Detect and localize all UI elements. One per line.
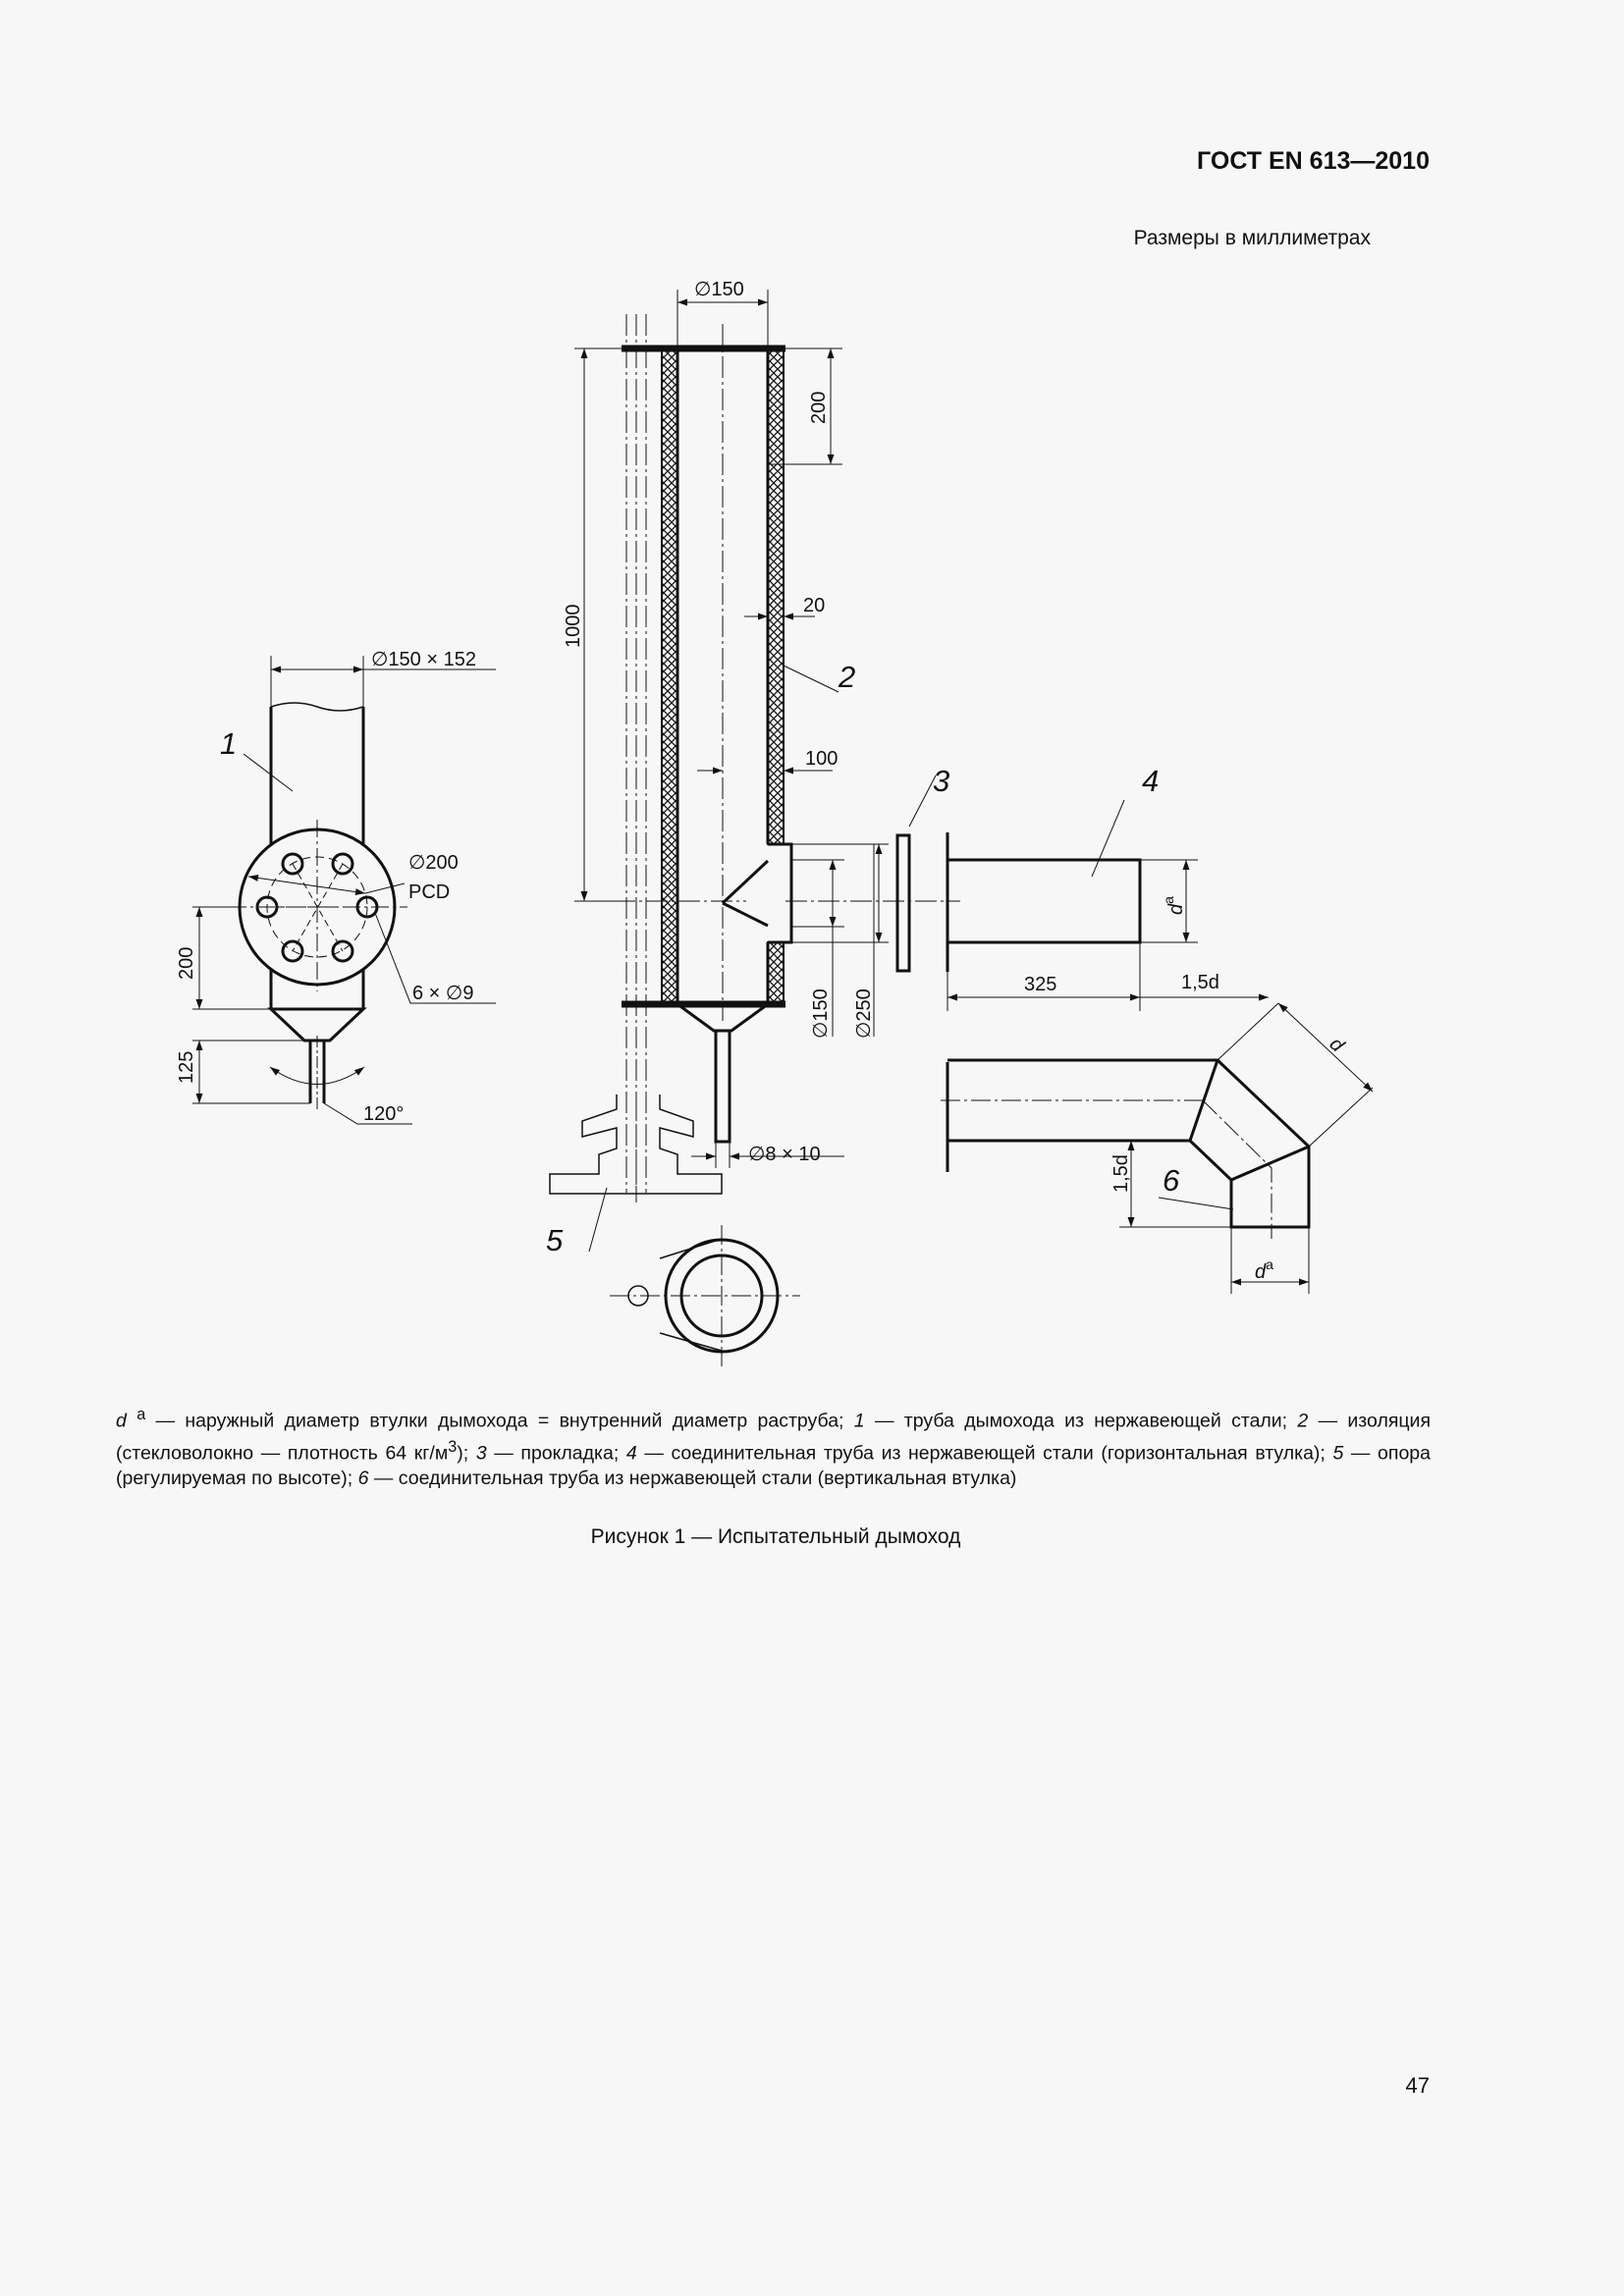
legend-fragment: d (116, 1410, 127, 1432)
legend-fragment: 5 (1332, 1442, 1344, 1464)
figure-legend (116, 1402, 1431, 1491)
dim-d-diagonal: d (1325, 1033, 1348, 1057)
dim-angle: 120° (363, 1103, 405, 1125)
dim-bottom-d250: ∅250 (853, 988, 875, 1039)
dim-d150x152: ∅150 × 152 (371, 649, 476, 670)
callout-1: 1 (220, 726, 238, 761)
page-number: 47 (1405, 2073, 1430, 2098)
units-note: Размеры в миллиметрах (1133, 227, 1371, 249)
standard-designation: ГОСТ EN 613—2010 (1197, 147, 1430, 175)
legend-fragment: 3 (448, 1437, 458, 1456)
vertical-chimney (550, 290, 960, 1369)
dim-rod: ∅8 × 10 (748, 1144, 821, 1165)
legend-fragment: — труба дымохода из нержавеющей стали; (864, 1410, 1298, 1432)
legend-fragment: 1 (853, 1410, 865, 1432)
dim-1-5d-vertical: 1,5d (1110, 1154, 1132, 1193)
callout-3: 3 (933, 764, 950, 798)
legend-fragment: — изоляция (стекловолокно — плотность 64 кг/м (116, 1410, 1432, 1464)
legend-fragment: ); (457, 1442, 476, 1464)
dim-da-right: $d^a$ (1161, 896, 1187, 915)
dim-top-d150: ∅150 (694, 279, 744, 300)
dim-holes: 6 × ∅9 (412, 983, 474, 1004)
legend-fragment: — соединительная труба из нержавеющей стали (вертикальная втулка) (368, 1468, 1017, 1489)
dim-da-bottom: $d^a$ (1255, 1256, 1273, 1283)
dim-pcd: PCD (408, 881, 451, 903)
legend-fragment: — опора (регулируемая по высоте); (116, 1442, 1431, 1489)
left-flange-view (192, 656, 496, 1124)
legend-fragment: — соединительная труба из нержавеющей стали (горизонтальная втулка); (636, 1442, 1333, 1464)
legend-fragment: 4 (625, 1442, 637, 1464)
figure-caption: Рисунок 1 — Испытательный дымоход (590, 1525, 961, 1548)
dim-125: 125 (176, 1050, 197, 1084)
dim-200-left: 200 (176, 946, 197, 980)
elbow-spigot (941, 1003, 1373, 1294)
dim-200-top: 200 (808, 391, 830, 424)
callout-5: 5 (546, 1223, 564, 1257)
dim-bottom-d150: ∅150 (810, 988, 832, 1039)
legend-fragment: a (136, 1406, 146, 1423)
dim-325: 325 (1024, 974, 1057, 995)
callout-6: 6 (1163, 1163, 1180, 1198)
legend-fragment: 2 (1297, 1410, 1309, 1432)
legend-fragment: — наружный диаметр втулки дымохода = внутренний диаметр раструба; (145, 1410, 854, 1432)
dim-1-5d-horizontal: 1,5d (1181, 972, 1219, 993)
legend-fragment (127, 1411, 136, 1432)
dim-1000: 1000 (563, 604, 584, 648)
legend-fragment: — прокладка; (486, 1442, 626, 1464)
callout-4: 4 (1142, 764, 1160, 798)
dim-insulation-20: 20 (803, 595, 826, 616)
legend-fragment: 3 (475, 1442, 487, 1464)
legend-fragment: 6 (357, 1468, 369, 1489)
dim-d200: ∅200 (408, 852, 459, 874)
dim-offset-100: 100 (805, 748, 839, 770)
callout-2: 2 (839, 660, 856, 694)
